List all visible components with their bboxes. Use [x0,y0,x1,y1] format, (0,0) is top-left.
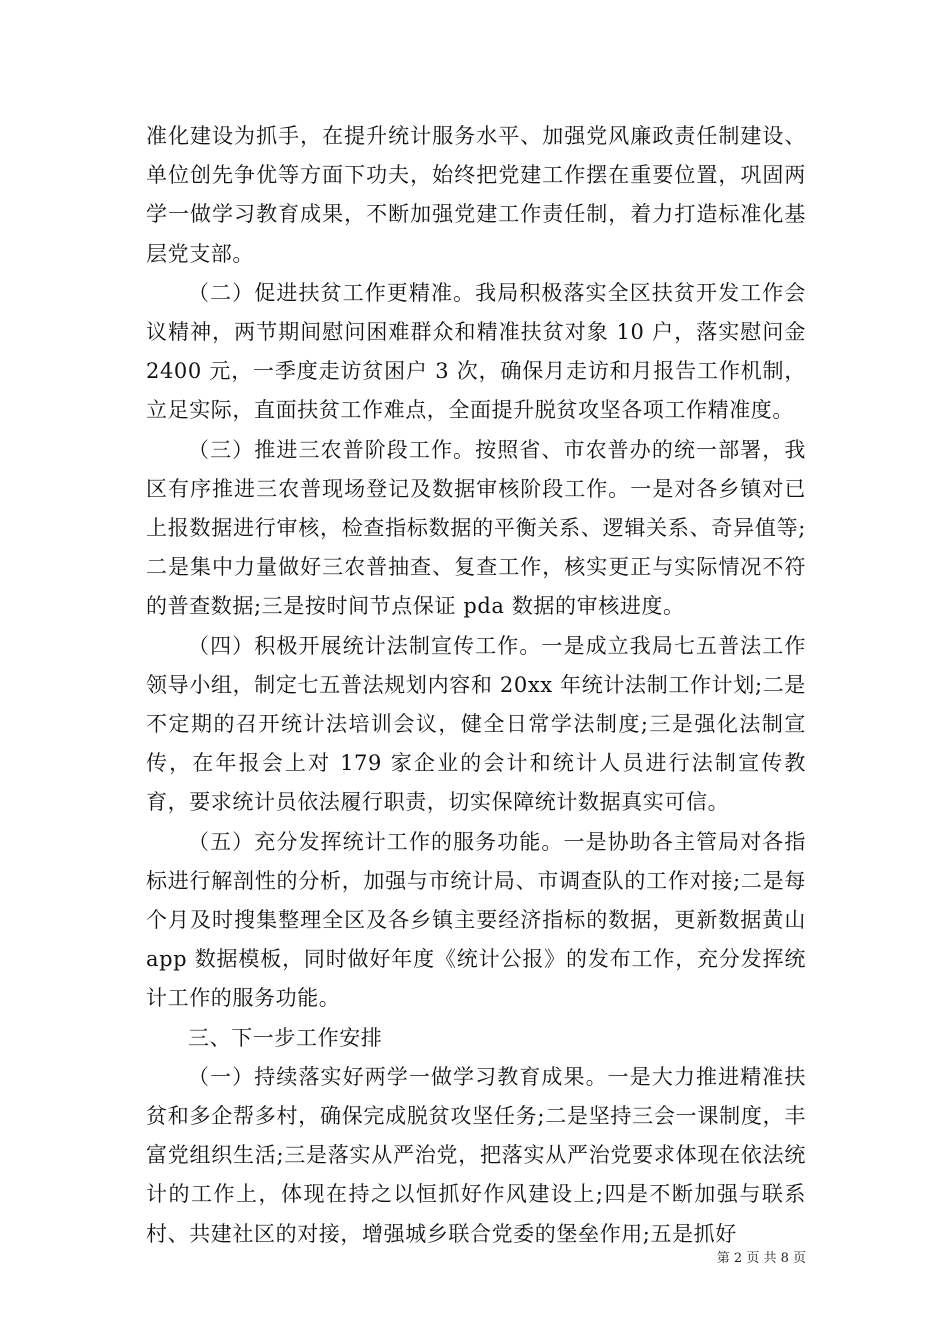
paragraph-continuation: 准化建设为抓手，在提升统计服务水平、加强党风廉政责任制建设、单位创先争优等方面下功夫，始终把党建工作摆在重要位置，巩固两学一做学习教育成果，不断加强党建工作责任制，着力打造标准化基层党支部。 [146,124,806,266]
paragraph-service-function: （五）充分发挥统计工作的服务功能。一是协助各主管局对各指标进行解剖性的分析，加强与市统计局、市调查队的工作对接;二是每个月及时搜集整理全区及各乡镇主要经济指标的数据，更新数据黄山 app 数据模板，同时做好年度《统计公报》的发布工作，充分发挥统计工作的服务功能。 [146,829,806,1011]
section-heading: 三、下一步工作安排 [188,1025,383,1050]
document-body [146,117,806,1254]
page-number: 第 2 页 共 8 页 [716,1251,806,1266]
paragraph-legal-publicity: （四）积极开展统计法制宣传工作。一是成立我局七五普法工作领导小组，制定七五普法规划内容和 20xx 年统计法制工作计划;二是不定期的召开统计法培训会议，健全日常学法制度;三是强化法制宣传，在年报会上对 179 家企业的会计和统计人员进行法制宣传教育，要求统计员依法履行职责，切实保障统计数据真实可信。 [146,633,806,815]
paragraph-poverty-alleviation: （二）促进扶贫工作更精准。我局积极落实全区扶贫开发工作会议精神，两节期间慰问困难群众和精准扶贫对象 10 户，落实慰问金 2400 元，一季度走访贫困户 3 次，确保月走访和月报告工作机制，立足实际，直面扶贫工作难点，全面提升脱贫攻坚各项工作精准度。 [146,280,806,423]
paragraph-next-step-1: （一）持续落实好两学一做学习教育成果。一是大力推进精准扶贫和多企帮多村，确保完成脱贫攻坚任务;二是坚持三会一课制度，丰富党组织生活;三是落实从严治党，把落实从严治党要求体现在依法统计的工作上，体现在持之以恒抓好作风建设上;四是不断加强与联系村、共建社区的对接，增强城乡联合党委的堡垒作用;五是抓好 [146,1064,806,1246]
paragraph-agricultural-census: （三）推进三农普阶段工作。按照省、市农普办的统一部署，我区有序推进三农普现场登记及数据审核阶段工作。一是对各乡镇对已上报数据进行审核，检查指标数据的平衡关系、逻辑关系、奇异值等;二是集中力量做好三农普抽查、复查工作，核实更正与实际情况不符的普查数据;三是按时间节点保证 pda 数据的审核进度。 [146,437,806,619]
